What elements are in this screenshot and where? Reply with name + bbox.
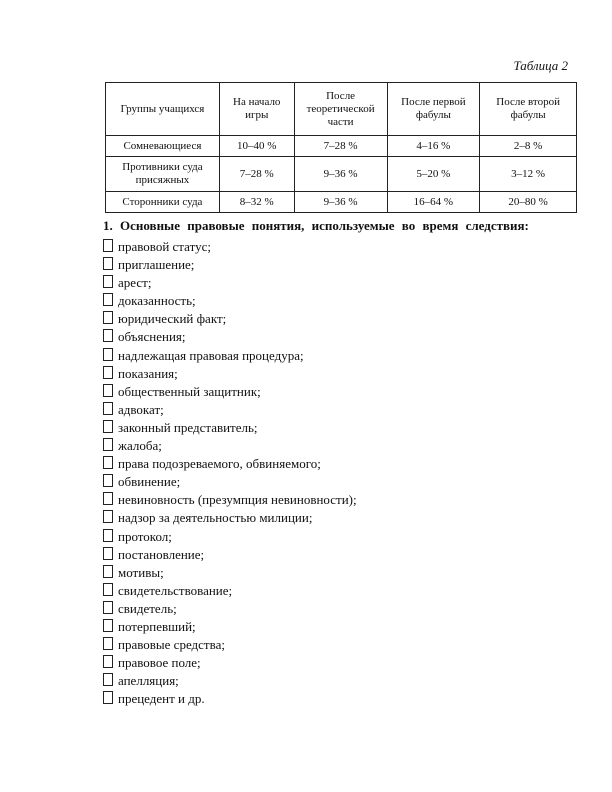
checkbox-icon (103, 257, 113, 270)
list-item (103, 618, 357, 636)
list-item-text: мотивы; (118, 564, 164, 580)
table-cell: Противники суда присяжных (106, 157, 220, 192)
header-after-theory: После теоретической части (294, 83, 387, 136)
list-item (103, 365, 357, 383)
list-item (103, 528, 357, 546)
checkbox-icon (103, 583, 113, 596)
checkbox-icon (103, 366, 113, 379)
list-item (103, 274, 357, 292)
checkbox-icon (103, 420, 113, 433)
table-cell: Сторонники суда (106, 192, 220, 213)
list-item-text: приглашение; (118, 257, 195, 273)
table-cell: 16–64 % (387, 192, 480, 213)
checkbox-icon (103, 655, 113, 668)
table-cell: Сомневающиеся (106, 136, 220, 157)
checkbox-icon (103, 529, 113, 542)
checkbox-icon (103, 492, 113, 505)
list-item (103, 256, 357, 274)
list-item-text: потерпевший; (118, 618, 196, 634)
list-item (103, 292, 357, 310)
list-item (103, 546, 357, 564)
table-cell: 10–40 % (219, 136, 294, 157)
header-after-first: После первой фабулы (387, 83, 480, 136)
list-item (103, 491, 357, 509)
list-item-text: правовой статус; (118, 239, 211, 254)
terms-list (103, 238, 357, 708)
list-item (103, 347, 357, 365)
header-groups: Группы учащихся (106, 83, 220, 136)
checkbox-icon (103, 619, 113, 632)
list-item-text: обвинение; (118, 474, 181, 490)
list-item (103, 310, 357, 328)
list-item (103, 383, 357, 401)
list-item (103, 636, 357, 654)
list-item (103, 600, 357, 618)
table-cell: 2–8 % (480, 136, 577, 157)
results-table (105, 82, 577, 213)
list-item-text: апелляция; (118, 673, 179, 689)
header-after-second: После второй фабулы (480, 83, 577, 136)
checkbox-icon (103, 510, 113, 523)
list-item-text: юридический факт; (118, 311, 227, 327)
table-cell: 9–36 % (294, 192, 387, 213)
table-row (106, 136, 577, 157)
list-item-text: законный представитель; (118, 419, 258, 435)
table-row (106, 157, 577, 192)
checkbox-icon (103, 547, 113, 560)
table-cell: 8–32 % (219, 192, 294, 213)
list-item-text: адвокат; (118, 401, 164, 417)
checkbox-icon (103, 456, 113, 469)
checkbox-icon (103, 329, 113, 342)
list-item-text: постановление; (118, 546, 205, 562)
list-item-text: правовое поле; (118, 655, 201, 671)
checkbox-icon (103, 438, 113, 451)
list-item (103, 690, 357, 708)
checkbox-icon (103, 691, 113, 704)
table-row (106, 192, 577, 213)
list-item (103, 238, 357, 256)
table-caption: Таблица 2 (513, 58, 568, 73)
list-item (103, 455, 357, 473)
list-item-text: доказанность; (118, 293, 196, 309)
table-cell: 7–28 % (294, 136, 387, 157)
header-start: На начало игры (219, 83, 294, 136)
list-item-text: надлежащая правовая процедура; (118, 347, 304, 363)
list-item (103, 654, 357, 672)
list-item-text: свидетель; (118, 600, 177, 616)
list-item (103, 582, 357, 600)
checkbox-icon (103, 601, 113, 614)
list-item-text: общественный защитник; (118, 383, 261, 399)
list-item-text: показания; (118, 365, 178, 381)
table-cell: 3–12 % (480, 157, 577, 192)
list-item-text: жалоба; (118, 438, 162, 454)
checkbox-icon (103, 293, 113, 306)
checkbox-icon (103, 384, 113, 397)
checkbox-icon (103, 311, 113, 324)
list-item (103, 437, 357, 455)
list-item (103, 564, 357, 582)
table-cell: 4–16 % (387, 136, 480, 157)
list-item (103, 401, 357, 419)
list-item-text: объяснения; (118, 329, 186, 345)
table-cell: 5–20 % (387, 157, 480, 192)
checkbox-icon (103, 348, 113, 361)
list-item-text: протокол; (118, 528, 172, 544)
list-item-text: арест; (118, 275, 152, 291)
table-cell: 20–80 % (480, 192, 577, 213)
checkbox-icon (103, 637, 113, 650)
table-cell: 9–36 % (294, 157, 387, 192)
list-item (103, 509, 357, 527)
table-cell: 7–28 % (219, 157, 294, 192)
list-item (103, 328, 357, 346)
list-item (103, 473, 357, 491)
list-item-text: свидетельствование; (118, 582, 233, 598)
section-heading: 1. Основные правовые понятия, используемые во время следствия: (103, 218, 529, 233)
list-item-text: права подозреваемого, обвиняемого; (118, 456, 321, 472)
list-item-text: надзор за деятельностью милиции; (118, 510, 313, 526)
list-item (103, 672, 357, 690)
list-item-text: прецедент и др. (118, 691, 205, 707)
checkbox-icon (103, 474, 113, 487)
list-item (103, 419, 357, 437)
checkbox-icon (103, 402, 113, 415)
list-item-text: невиновность (презумпция невиновности); (118, 492, 357, 508)
checkbox-icon (103, 275, 113, 288)
list-item-text: правовые средства; (118, 637, 225, 653)
checkbox-icon (103, 239, 113, 252)
checkbox-icon (103, 565, 113, 578)
checkbox-icon (103, 673, 113, 686)
table-header-row (106, 83, 577, 136)
